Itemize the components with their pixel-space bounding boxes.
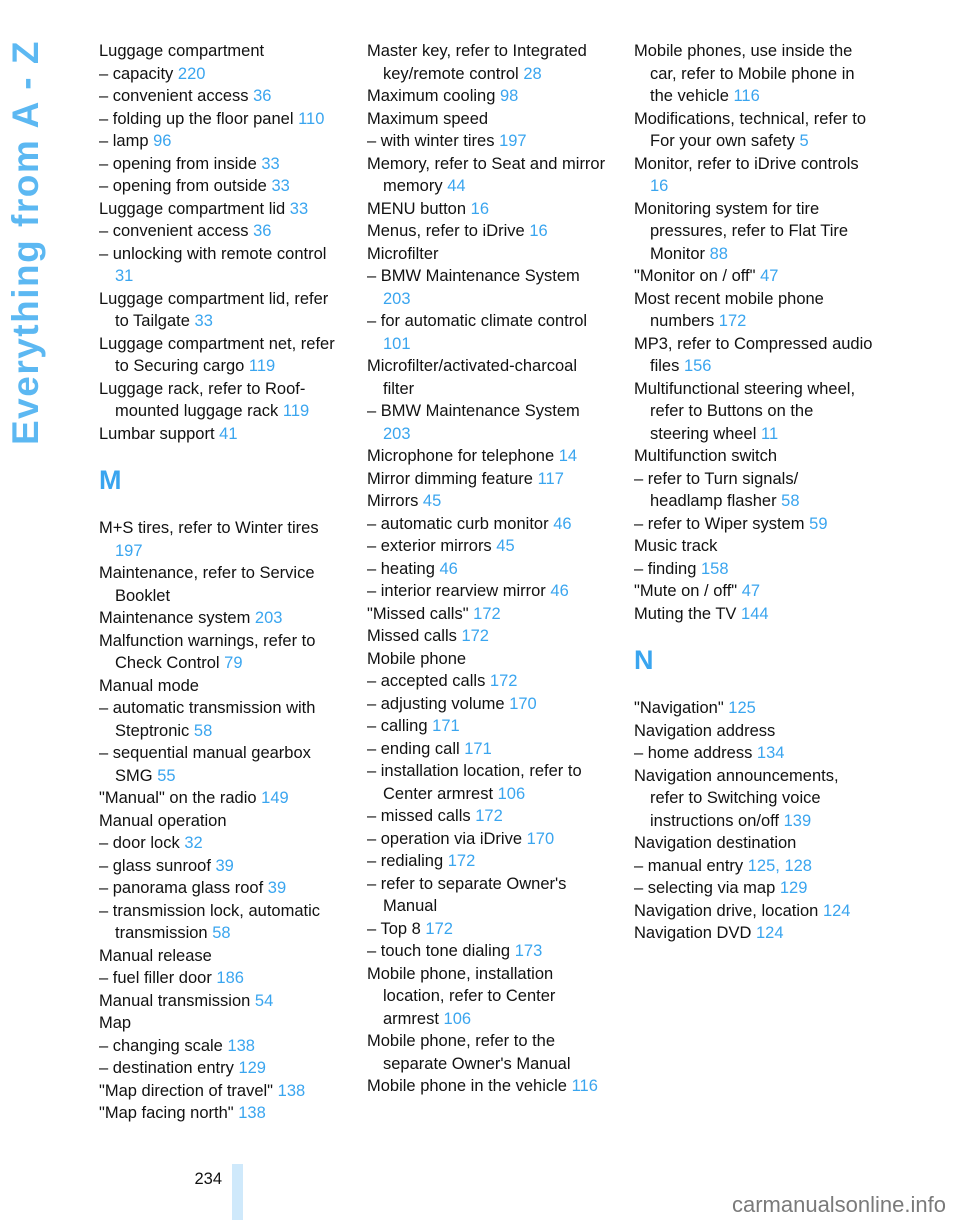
index-entry-text: – destination entry [99,1059,234,1077]
page-reference-link[interactable]: 45 [496,537,515,555]
index-entry-text: – ending call [367,739,460,758]
index-entry [634,288,874,333]
page-reference-link[interactable]: 172 [475,807,503,825]
index-entry-text: – BMW Maintenance System [367,267,580,285]
index-entry-text: "Mute on / off" [634,582,738,600]
index-entry [634,877,874,900]
index-entry [634,40,874,108]
index-entry-text: Multifunction switch [634,447,778,465]
page-reference-link[interactable]: 36 [253,87,272,105]
index-entry-text: Navigation address [634,721,776,740]
index-entry-text: "Map direction of travel" [99,1081,274,1100]
page-reference-link[interactable]: 14 [558,447,578,465]
page-reference-link[interactable]: 186 [216,969,244,987]
index-entry-text: "Navigation" [634,699,724,717]
index-entry-text: – glass sunroof [99,856,211,875]
index-entry-text: – adjusting volume [367,694,505,713]
page-reference-link[interactable]: 203 [383,289,411,308]
index-entry-text: MENU button [367,199,467,218]
page-reference-link[interactable]: 116 [571,1077,598,1095]
index-entry [634,153,874,198]
index-entry-text: Luggage rack, refer to Roof-mounted luggage rack [99,379,306,420]
index-entry-text: Maintenance system [99,609,251,627]
page-reference-link[interactable]: 98 [499,87,519,105]
index-entry [99,787,339,810]
index-entry [99,40,339,63]
index-entry-text: Luggage compartment net, refer to Securing cargo [99,334,335,375]
index-entry-text: Manual operation [99,811,227,830]
index-entry [634,333,874,378]
index-entry-text: – interior rearview mirror [367,582,546,600]
index-entry [367,805,607,828]
index-entry [99,517,339,562]
index-entry [99,877,339,900]
index-entry [99,990,339,1013]
index-entry-text: Monitor, refer to iDrive controls [634,154,859,173]
index-entry-text: – unlocking with remote control [99,244,327,263]
index-entry-text: Lumbar support [99,424,215,443]
page-reference-link[interactable]: 119 [282,402,310,420]
index-entry-text: Navigation destination [634,834,797,852]
index-entry-text: Music track [634,537,718,555]
index-entry-text: – folding up the floor panel [99,109,294,128]
page-reference-link[interactable]: 170 [526,829,555,848]
index-entry [367,940,607,963]
index-entry-text: Maximum cooling [367,87,496,105]
index-entry [367,108,607,131]
index-entry-text: – home address [634,744,753,762]
page-reference-link[interactable]: 149 [261,789,289,807]
index-entry [99,562,339,607]
index-entry [99,63,339,86]
index-entry [634,445,874,468]
index-entry-text: – panorama glass roof [99,879,264,897]
page-reference-link[interactable]: 33 [271,177,290,195]
page-reference-link[interactable]: 129 [779,879,808,897]
index-entry [99,630,339,675]
page-reference-link[interactable]: 31 [115,267,134,285]
index-column-1 [99,40,339,1125]
page-reference-link[interactable]: 33 [194,312,213,330]
index-entry-text: Manual mode [99,676,199,695]
index-entry-text: Microphone for telephone [367,447,555,465]
index-entry [367,625,607,648]
page-reference-link[interactable]: 59 [809,514,828,533]
page-reference-link[interactable]: 11 [761,424,779,443]
index-entry [367,40,607,85]
index-entry [99,1035,339,1058]
index-entry-text: – refer to Turn signals/ headlamp flasher [634,469,799,510]
page-reference-link[interactable]: 36 [253,222,272,240]
page-reference-link[interactable]: 172 [425,919,453,938]
index-entry-text: Navigation DVD [634,924,752,942]
page-reference-link[interactable]: 46 [439,559,458,578]
page-reference-link[interactable]: 16 [650,177,669,195]
index-entry [367,670,607,693]
index-entry [634,720,874,743]
index-section-letter: N [634,645,654,675]
index-entry [367,1030,607,1075]
page-reference-link[interactable]: 173 [514,942,543,960]
page-reference-link[interactable]: 32 [184,834,203,852]
index-entry [99,108,339,131]
index-entry-text: – touch tone dialing [367,942,511,960]
page-reference-link[interactable]: 171 [464,739,492,758]
index-entry-text: Navigation drive, location [634,901,819,920]
page-reference-link[interactable]: 106 [443,1009,472,1028]
page-reference-link[interactable]: 125, 128 [747,856,812,875]
index-entry [367,738,607,761]
index-entry-text: Mobile phone, installation location, refer to Center armrest [367,964,556,1028]
index-entry-text: Modifications, technical, refer to For your own safety [634,109,867,150]
index-entry-text: Monitoring system for tire pressures, refer to Flat Tire Monitor [634,199,849,263]
index-entry [634,265,874,288]
page-reference-link[interactable]: 170 [509,694,537,713]
index-entry-text: – automatic curb monitor [367,514,549,533]
index-entry [367,220,607,243]
index-entry [634,558,874,581]
page-reference-link[interactable]: 117 [537,469,564,488]
index-entry-text: Mobile phone in the vehicle [367,1077,567,1095]
watermark: carmanualsonline.info [731,1192,946,1217]
index-entry-text: – opening from inside [99,154,257,173]
index-entry [367,918,607,941]
index-entry [99,153,339,176]
page-reference-link[interactable]: 124 [755,924,784,942]
index-entry-text: Mirror dimming feature [367,469,533,488]
page-reference-link[interactable]: 156 [683,357,712,375]
page-reference-link[interactable]: 158 [700,559,729,578]
index-entry-text: – fuel filler door [99,969,212,987]
page-reference-link[interactable]: 138 [277,1081,306,1100]
index-entry [367,468,607,491]
index-entry-text: – door lock [99,834,180,852]
page-reference-link[interactable]: 172 [718,312,747,330]
page-reference-link[interactable]: 58 [212,924,231,942]
index-entry [99,1057,339,1080]
index-entry-text: – convenient access [99,222,249,240]
index-entry-text: Mobile phones, use inside the car, refer to Mobile phone in the vehicle [634,42,855,105]
index-entry [367,265,607,310]
index-entry [367,153,607,198]
index-entry-text: M+S tires, refer to Winter tires [99,519,319,537]
index-entry-text: – automatic transmission with Steptronic [99,699,316,740]
index-entry-text: – capacity [99,64,174,83]
index-entry [634,108,874,153]
index-entry-text: Luggage compartment lid [99,199,286,218]
page-reference-link[interactable]: 172 [447,852,476,870]
index-entry-text: "Monitor on / off" [634,267,756,285]
index-entry [99,900,339,945]
index-entry [634,468,874,513]
index-entry-text: – sequential manual gearbox SMG [99,744,311,785]
page-reference-link[interactable]: 41 [219,424,238,443]
index-entry-text: Multifunctional steering wheel, refer to Buttons on the steering wheel [634,379,856,443]
index-entry [367,850,607,873]
index-entry [99,607,339,630]
index-entry-text: Muting the TV [634,604,737,623]
page-reference-link[interactable]: 58 [193,721,213,740]
index-entry-text: Mirrors [367,492,419,510]
index-entry-text: – Top 8 [367,919,421,938]
page-reference-link[interactable]: 39 [267,879,287,897]
index-entry [99,333,339,378]
index-entry [367,648,607,671]
index-entry-text: – BMW Maintenance System [367,402,580,420]
side-section-title: Everything from A - Z [5,40,46,445]
index-entry [99,1012,339,1035]
index-entry [634,900,874,923]
index-entry-text: Luggage compartment lid, refer to Tailgate [99,289,329,330]
index-entry-text: – manual entry [634,856,744,875]
index-entry-text: Memory, refer to Seat and mirror memory [367,154,606,195]
page-reference-link[interactable]: 125 [728,699,756,717]
page-reference-link[interactable]: 47 [741,582,761,600]
index-entry [367,715,607,738]
page-reference-link[interactable]: 139 [783,811,812,830]
page-reference-link[interactable]: 220 [177,64,206,83]
page-reference-link[interactable]: 88 [709,244,728,263]
index-entry [367,760,607,805]
page-reference-link[interactable]: 172 [489,672,518,690]
index-entry [634,198,874,266]
index-column-3 [634,40,874,945]
index-entry [99,378,339,423]
index-entry-text: "Missed calls" [367,604,469,623]
index-entry [634,535,874,558]
index-entry-text: – transmission lock, automatic transmission [99,901,321,942]
index-entry [99,85,339,108]
index-section-letter: M [99,465,122,495]
page-reference-link[interactable]: 45 [422,492,442,510]
index-entry-text: "Manual" on the radio [99,789,257,807]
index-entry [99,967,339,990]
page-number: 234 [194,1170,222,1188]
index-entry-text: – finding [634,559,697,578]
index-entry-text: – for automatic climate control [367,312,588,330]
index-entry-text: – installation location, refer to Center armrest [367,762,582,803]
index-entry-text: – refer to separate Owner's Manual [367,874,567,915]
index-entry-text: Mobile phone [367,649,467,668]
index-entry [99,198,339,221]
page-reference-link[interactable]: 106 [497,784,526,803]
index-entry [367,490,607,513]
index-entry [99,130,339,153]
page-reference-link[interactable]: 134 [756,744,785,762]
index-entry [367,198,607,221]
index-entry [99,832,339,855]
index-entry [99,243,339,288]
index-entry-text: – operation via iDrive [367,829,522,848]
page-reference-link[interactable]: 33 [289,199,309,218]
index-entry-text: Master key, refer to Integrated key/remote control [367,42,587,83]
index-entry [634,765,874,833]
index-entry-text: Luggage compartment [99,42,265,60]
index-entry [99,175,339,198]
page-reference-link[interactable]: 47 [760,267,779,285]
page-reference-link[interactable]: 203 [383,424,411,443]
index-entry-text: – refer to Wiper system [634,514,805,533]
index-entry [367,513,607,536]
index-entry [99,220,339,243]
index-entry [367,603,607,626]
index-entry [99,675,339,698]
page-reference-link[interactable]: 110 [298,109,325,128]
index-entry [634,855,874,878]
index-entry-text: Manual transmission [99,991,251,1010]
index-entry [367,828,607,851]
index-entry [367,580,607,603]
page-reference-link[interactable]: 124 [822,901,851,920]
index-entry [634,513,874,536]
page-reference-link[interactable]: 129 [238,1059,266,1077]
page-reference-link[interactable]: 33 [261,154,280,173]
page-reference-link[interactable]: 138 [227,1036,255,1055]
index-entry-text: – lamp [99,132,149,150]
page-reference-link[interactable]: 16 [470,199,489,218]
index-entry-text: Microfilter/activated-charcoal filter [367,357,577,398]
page-reference-link[interactable]: 119 [248,357,276,375]
index-column-2 [367,40,607,1098]
index-entry-text: Most recent mobile phone numbers [634,289,824,330]
index-entry [99,810,339,833]
page-reference-link[interactable]: 144 [741,604,769,623]
index-entry [99,855,339,878]
index-entry-text: "Map facing north" [99,1104,234,1122]
index-entry-text: – selecting via map [634,879,776,897]
index-entry [367,1075,607,1098]
page-reference-link[interactable]: 172 [473,604,501,623]
index-entry-text: Maximum speed [367,109,489,128]
page-reference-link[interactable]: 28 [523,64,542,83]
index-entry-text: Malfunction warnings, refer to Check Control [99,631,316,672]
index-entry-text: Mobile phone, refer to the separate Owner's Manual [367,1032,571,1073]
index-entry-text: Menus, refer to iDrive [367,222,525,240]
page-reference-link[interactable]: 172 [461,627,489,645]
index-entry-text: – heating [367,559,435,578]
index-entry-text: – changing scale [99,1036,223,1055]
index-entry [99,697,339,742]
page-reference-link[interactable]: 203 [254,609,283,627]
page-reference-link[interactable]: 96 [153,132,172,150]
index-entry-text: Map [99,1014,132,1032]
index-entry-text: – accepted calls [367,672,486,690]
page-reference-link[interactable]: 116 [733,87,760,105]
index-entry [634,697,874,720]
page-reference-link[interactable]: 5 [799,132,809,150]
index-entry [634,580,874,603]
index-entry [367,963,607,1031]
index-entry [634,378,874,446]
page-reference-link[interactable]: 197 [499,132,527,150]
index-entry [634,603,874,626]
index-entry [367,873,607,918]
index-entry-text: – calling [367,717,428,735]
page-reference-link[interactable]: 39 [215,856,234,875]
index-entry [99,1080,339,1103]
index-entry [367,445,607,468]
page-number-bar [232,1164,243,1220]
page-reference-link[interactable]: 46 [553,514,572,533]
index-entry [367,85,607,108]
index-entry [99,423,339,446]
index-entry [367,243,607,266]
index-entry-text: Missed calls [367,627,457,645]
page-reference-link[interactable]: 197 [115,541,143,560]
index-entry-text: – missed calls [367,807,471,825]
index-entry [99,288,339,333]
index-entry-text: Microfilter [367,244,439,263]
page-reference-link[interactable]: 171 [432,717,460,735]
index-entry [634,832,874,855]
index-entry-text: Maintenance, refer to Service Booklet [99,564,315,605]
index-entry [367,400,607,445]
page-reference-link[interactable]: 138 [238,1104,266,1122]
index-entry [99,945,339,968]
index-entry-text: MP3, refer to Compressed audio files [634,334,873,375]
page-reference-link[interactable]: 101 [383,334,411,353]
index-entry [367,355,607,400]
index-entry-text: – opening from outside [99,177,267,195]
index-entry [634,922,874,945]
page-reference-link[interactable]: 16 [529,222,548,240]
index-entry-text: – redialing [367,852,444,870]
index-entry [367,310,607,355]
index-entry-text: Navigation announcements, refer to Switching voice instructions on/off [634,766,839,830]
index-entry-text: – convenient access [99,87,249,105]
page-reference-link[interactable]: 58 [781,492,800,510]
index-entry-text: – exterior mirrors [367,537,492,555]
index-entry [634,742,874,765]
index-entry-text: Manual release [99,946,212,965]
index-entry [367,693,607,716]
page-reference-link[interactable]: 44 [447,177,466,195]
index-entry [367,558,607,581]
index-entry [367,535,607,558]
index-entry [99,1102,339,1125]
index-entry [99,742,339,787]
page-reference-link[interactable]: 55 [157,766,176,785]
page-reference-link[interactable]: 54 [254,991,274,1010]
page-reference-link[interactable]: 79 [224,654,243,672]
index-entry-text: – with winter tires [367,132,495,150]
index-entry [367,130,607,153]
page-reference-link[interactable]: 46 [550,582,569,600]
